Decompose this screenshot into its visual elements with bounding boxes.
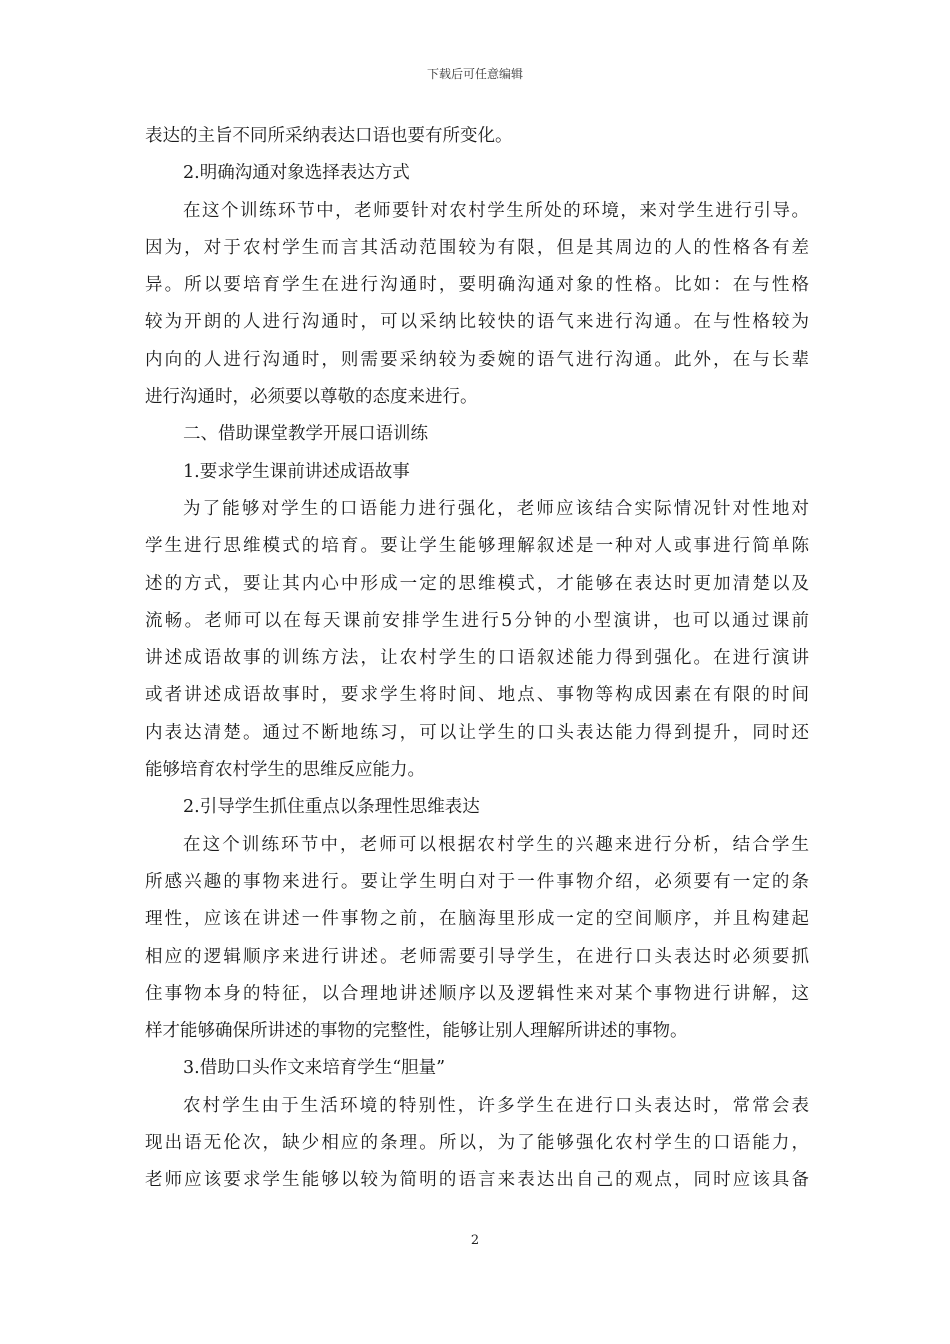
text-line: 能够培育农村学生的思维反应能力。	[145, 760, 425, 781]
text-line: 现出语无伦次，缺少相应的条理。所以，为了能够强化农村学生的口语能力，	[145, 1133, 809, 1154]
text-line: 异。所以要培育学生在进行沟通时，要明确沟通对象的性格。比如：在与性格	[145, 275, 809, 296]
text-line: 住事物本身的特征，以合理地讲述顺序以及逻辑性来对某个事物进行讲解，这	[145, 983, 809, 1004]
text-line: 进行沟通时，必须要以尊敬的态度来进行。	[145, 387, 478, 408]
text-line: 学生进行思维模式的培育。要让学生能够理解叙述是一种对人或事进行简单陈	[145, 536, 809, 557]
text-line: 老师应该要求学生能够以较为简明的语言来表达出自己的观点，同时应该具备	[145, 1170, 809, 1191]
text-line: 表达的主旨不同所采纳表达口语也要有所变化。	[145, 126, 513, 146]
text-line: 讲述成语故事的训练方法，让农村学生的口语叙述能力得到强化。在进行演讲	[145, 648, 809, 669]
text-line: 二、借助课堂教学开展口语训练	[183, 424, 428, 445]
text-line: 所感兴趣的事物来进行。要让学生明白对于一件事物介绍，必须要有一定的条	[145, 871, 809, 892]
page-header: 下载后可任意编辑	[426, 67, 523, 81]
text-line: 在这个训练环节中，老师要针对农村学生所处的环境，来对学生进行引导。	[183, 200, 809, 221]
text-line: 较为开朗的人进行沟通时，可以采纳比较快的语气来进行沟通。在与性格较为	[145, 312, 809, 333]
text-line: 2.引导学生抓住重点以条理性思维表达	[183, 797, 480, 818]
text-line: 因为，对于农村学生而言其活动范围较为有限，但是其周边的人的性格各有差	[145, 237, 809, 258]
text-line: 样才能够确保所讲述的事物的完整性，能够让别人理解所讲述的事物。	[145, 1021, 688, 1042]
text-line: 或者讲述成语故事时，要求学生将时间、地点、事物等构成因素在有限的时间	[145, 685, 809, 706]
text-line: 农村学生由于生活环境的特别性，许多学生在进行口头表达时，常常会表	[183, 1095, 809, 1116]
text-line: 为了能够对学生的口语能力进行强化，老师应该结合实际情况针对性地对	[183, 498, 809, 519]
text-line: 1.要求学生课前讲述成语故事	[183, 461, 410, 482]
text-line: 在这个训练环节中，老师可以根据农村学生的兴趣来进行分析，结合学生	[183, 834, 809, 855]
text-line: 3.借助口头作文来培育学生“胆量”	[183, 1058, 446, 1079]
text-line: 相应的逻辑顺序来进行讲述。老师需要引导学生，在进行口头表达时必须要抓	[145, 946, 809, 967]
text-line: 流畅。老师可以在每天课前安排学生进行5分钟的小型演讲，也可以通过课前	[145, 610, 809, 631]
text-line: 述的方式，要让其内心中形成一定的思维模式，才能够在表达时更加清楚以及	[145, 573, 809, 594]
page-number: 2	[470, 1233, 480, 1248]
text-line: 2.明确沟通对象选择表达方式	[183, 163, 410, 184]
text-line: 内向的人进行沟通时，则需要采纳较为委婉的语气进行沟通。此外，在与长辈	[145, 349, 809, 370]
text-line: 内表达清楚。通过不断地练习，可以让学生的口头表达能力得到提升，同时还	[145, 722, 809, 743]
document-body	[145, 118, 809, 1200]
text-line: 理性，应该在讲述一件事物之前，在脑海里形成一定的空间顺序，并且构建起	[145, 909, 809, 930]
